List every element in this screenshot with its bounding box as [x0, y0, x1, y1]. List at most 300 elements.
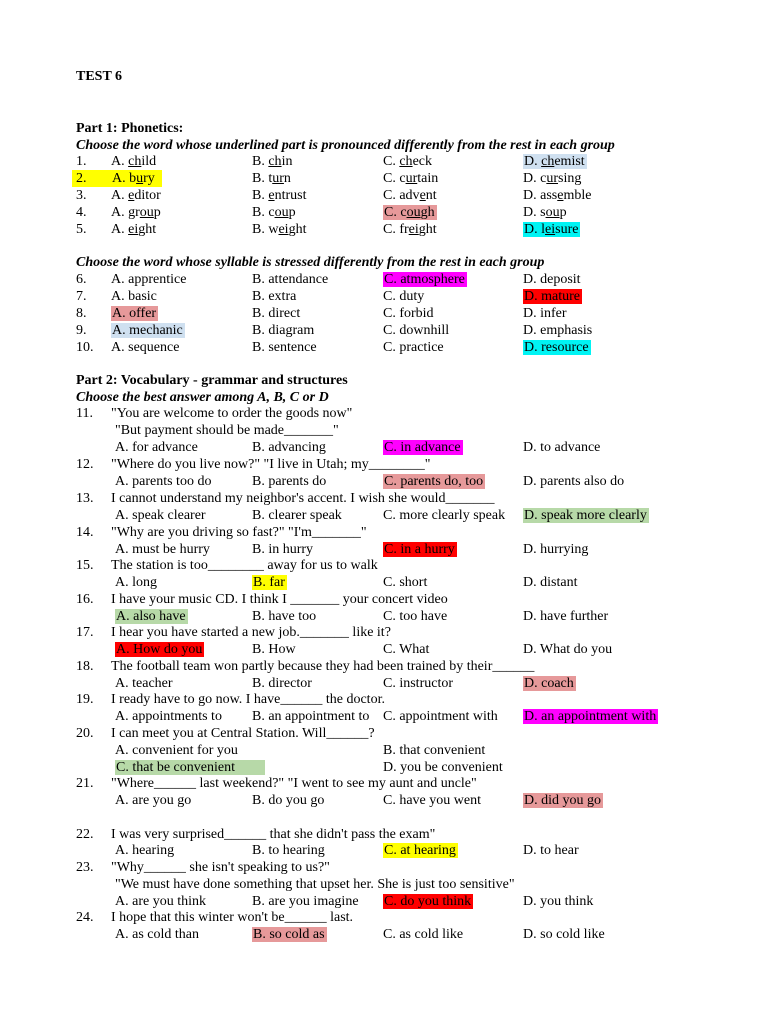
- answer-option[interactable]: [523, 187, 591, 204]
- option-text: A.: [115, 927, 133, 942]
- option-text: deposit: [540, 272, 581, 287]
- option-text: C.: [383, 222, 400, 237]
- option-text: are you imagine: [268, 894, 359, 909]
- answer-option[interactable]: [115, 574, 157, 591]
- option-text: b: [129, 171, 137, 186]
- option-text: sing: [558, 171, 582, 186]
- option-text: A.: [115, 843, 133, 858]
- question-row: [0, 187, 768, 204]
- option-text: direct: [268, 306, 301, 321]
- option-text: practice: [399, 340, 444, 355]
- question-text: I hope that this winter won't be______ last.: [111, 910, 354, 925]
- answer-option[interactable]: [252, 574, 287, 591]
- answer-option[interactable]: [115, 893, 206, 910]
- answer-option[interactable]: [383, 608, 447, 625]
- answer-option[interactable]: [523, 288, 582, 305]
- question-number: 5.: [76, 222, 87, 237]
- answer-option[interactable]: [523, 153, 587, 170]
- option-text: D.: [524, 154, 542, 169]
- question-row: [0, 658, 768, 675]
- option-text: C.: [116, 760, 133, 775]
- question-row: [0, 322, 768, 339]
- option-text: A.: [116, 642, 134, 657]
- answer-option[interactable]: [252, 305, 300, 322]
- option-text: D.: [523, 575, 541, 590]
- answer-option[interactable]: [115, 708, 222, 725]
- option-text: t: [268, 171, 273, 186]
- answer-row: [0, 675, 768, 692]
- question-number: 13.: [76, 491, 94, 506]
- option-text: B.: [252, 306, 269, 321]
- option-text: have further: [540, 609, 609, 624]
- answer-option[interactable]: [252, 641, 296, 658]
- answer-option[interactable]: [523, 926, 605, 943]
- option-text: D.: [523, 894, 541, 909]
- answer-option[interactable]: [383, 893, 473, 910]
- option-text: to advance: [540, 440, 601, 455]
- option-text: What: [399, 642, 430, 657]
- option-text: A.: [111, 188, 129, 203]
- option-text: extra: [268, 289, 297, 304]
- highlighted-answer: [523, 340, 591, 355]
- answer-option[interactable]: [252, 541, 313, 558]
- answer-option[interactable]: [111, 322, 185, 339]
- underlined-part: ur: [272, 171, 284, 186]
- option-text: at hearing: [400, 843, 456, 858]
- answer-option[interactable]: [252, 170, 291, 187]
- highlighted-answer: [383, 542, 457, 557]
- answer-option[interactable]: [383, 153, 432, 170]
- option-text: basic: [128, 289, 157, 304]
- option-text: A.: [115, 793, 133, 808]
- answer-option[interactable]: [383, 541, 457, 558]
- answer-option[interactable]: [523, 574, 577, 591]
- option-text: B.: [252, 676, 269, 691]
- option-text: A.: [115, 894, 133, 909]
- answer-option[interactable]: [252, 221, 306, 238]
- option-text: B.: [252, 508, 269, 523]
- question-number: 14.: [76, 525, 94, 540]
- answer-option[interactable]: [383, 507, 505, 524]
- answer-option[interactable]: [115, 792, 191, 809]
- answer-option[interactable]: [111, 288, 157, 305]
- option-text: have too: [268, 609, 317, 624]
- highlighted-answer: [115, 609, 188, 624]
- answer-row: [0, 742, 768, 759]
- option-text: B.: [252, 272, 269, 287]
- option-text: B.: [252, 289, 269, 304]
- option-text: an appointment with: [541, 709, 657, 724]
- option-text: appointments to: [132, 709, 222, 724]
- option-text: B.: [252, 542, 269, 557]
- option-text: A.: [115, 542, 133, 557]
- highlighted-answer: [111, 171, 157, 186]
- option-text: c: [268, 205, 275, 220]
- answer-option[interactable]: [111, 305, 158, 322]
- answer-option[interactable]: [523, 322, 592, 339]
- question-number: 1.: [76, 154, 87, 169]
- answer-row: [0, 926, 768, 943]
- option-text: parents do: [268, 474, 327, 489]
- question-row: [0, 405, 768, 422]
- answer-option[interactable]: [523, 305, 567, 322]
- option-text: D.: [523, 171, 541, 186]
- option-text: B.: [252, 340, 269, 355]
- underlined-part: ou: [274, 205, 289, 220]
- option-text: coach: [541, 676, 574, 691]
- answer-option[interactable]: [523, 641, 612, 658]
- answer-option[interactable]: [523, 204, 567, 221]
- answer-option[interactable]: [115, 675, 173, 692]
- underlined-part: ei: [278, 222, 289, 237]
- option-text: D.: [524, 340, 542, 355]
- highlighted-answer: [252, 927, 327, 942]
- question-row: [0, 305, 768, 322]
- highlighted-answer: [383, 843, 458, 858]
- answer-option[interactable]: [383, 641, 429, 658]
- option-text: clearer speak: [268, 508, 342, 523]
- answer-option[interactable]: [252, 153, 292, 170]
- option-text: C.: [384, 440, 401, 455]
- question-row: [0, 339, 768, 356]
- option-text: eck: [412, 154, 432, 169]
- question-row: [0, 271, 768, 288]
- answer-option[interactable]: [115, 608, 188, 625]
- option-text: are you think: [132, 894, 206, 909]
- answer-option[interactable]: [383, 271, 467, 288]
- option-text: c: [399, 171, 406, 186]
- answer-option[interactable]: [111, 339, 179, 356]
- answer-option[interactable]: [383, 842, 458, 859]
- option-text: short: [399, 575, 428, 590]
- option-text: C.: [384, 205, 401, 220]
- option-text: A.: [115, 474, 133, 489]
- option-text: A.: [111, 289, 129, 304]
- option-text: C.: [383, 508, 400, 523]
- option-text: that convenient: [399, 743, 486, 758]
- question-number: 12.: [76, 457, 94, 472]
- option-text: ditor: [134, 188, 161, 203]
- option-text: C.: [384, 474, 401, 489]
- highlighted-answer: [523, 793, 603, 808]
- option-text: advancing: [268, 440, 326, 455]
- option-text: C.: [383, 709, 400, 724]
- underlined-part: ch: [541, 154, 555, 169]
- answer-option[interactable]: [383, 792, 481, 809]
- option-text: gh: [420, 205, 435, 220]
- answer-option[interactable]: [115, 473, 211, 490]
- option-text: C.: [383, 609, 400, 624]
- answer-option[interactable]: [111, 204, 161, 221]
- option-text: D.: [523, 440, 541, 455]
- highlighted-answer: [111, 306, 158, 321]
- answer-row: [0, 574, 768, 591]
- question-number: 16.: [76, 592, 94, 607]
- answer-option[interactable]: [115, 759, 265, 776]
- answer-option[interactable]: [383, 742, 485, 759]
- option-text: C.: [383, 793, 400, 808]
- option-text: D.: [523, 642, 540, 657]
- answer-option[interactable]: [383, 322, 449, 339]
- option-text: A.: [116, 609, 134, 624]
- option-text: D.: [524, 508, 542, 523]
- answer-option[interactable]: [115, 541, 210, 558]
- question-number: 19.: [76, 692, 94, 707]
- option-text: p: [559, 205, 567, 220]
- answer-option[interactable]: [523, 842, 579, 859]
- highlighted-answer: [252, 575, 287, 590]
- question-text: I have your music CD. I think I _______ your concert video: [111, 592, 448, 607]
- underlined-part: ur: [405, 171, 418, 186]
- option-text: too have: [399, 609, 448, 624]
- answer-option[interactable]: [383, 759, 503, 776]
- answer-option[interactable]: [383, 439, 463, 456]
- option-text: B.: [252, 474, 269, 489]
- option-text: C.: [383, 642, 400, 657]
- answer-option[interactable]: [252, 842, 325, 859]
- option-text: A.: [111, 222, 129, 237]
- question-text: "You are welcome to order the goods now": [111, 406, 353, 421]
- option-text: How: [268, 642, 296, 657]
- answer-option[interactable]: [252, 675, 312, 692]
- answer-option[interactable]: [523, 221, 580, 238]
- question-row: [0, 221, 768, 238]
- question-row: [0, 691, 768, 708]
- option-text: B.: [252, 709, 269, 724]
- option-text: offer: [129, 306, 157, 321]
- option-text: C.: [383, 289, 400, 304]
- answer-option[interactable]: [115, 439, 198, 456]
- answer-option[interactable]: [111, 187, 161, 204]
- answer-option[interactable]: [383, 926, 463, 943]
- option-text: in a hurry: [400, 542, 455, 557]
- answer-option[interactable]: [523, 792, 603, 809]
- question-row: [0, 624, 768, 641]
- highlighted-answer: [115, 760, 265, 775]
- answer-option[interactable]: [111, 170, 157, 187]
- option-text: mature: [541, 289, 580, 304]
- underlined-part: e: [128, 188, 135, 203]
- answer-option[interactable]: [252, 473, 326, 490]
- question-text: I cannot understand my neighbor's accent. I wish she would_______: [111, 491, 495, 506]
- underlined-part: ou: [406, 205, 421, 220]
- highlighted-answer: [523, 289, 582, 304]
- option-text: to hear: [540, 843, 579, 858]
- option-text: A.: [111, 205, 129, 220]
- answer-option[interactable]: [383, 473, 485, 490]
- answer-option[interactable]: [523, 893, 593, 910]
- answer-option[interactable]: [252, 893, 359, 910]
- question-row: [0, 859, 768, 876]
- option-text: A.: [111, 340, 129, 355]
- option-text: B.: [252, 171, 269, 186]
- option-text: B.: [252, 843, 269, 858]
- option-text: A.: [112, 306, 130, 321]
- option-text: B.: [252, 793, 269, 808]
- highlighted-answer: [383, 474, 485, 489]
- answer-option[interactable]: [115, 507, 206, 524]
- answer-option[interactable]: [523, 271, 581, 288]
- underlined-part: ch: [128, 154, 142, 169]
- option-text: sequence: [128, 340, 180, 355]
- option-text: B.: [252, 323, 269, 338]
- answer-option[interactable]: [383, 187, 437, 204]
- answer-option[interactable]: [383, 339, 444, 356]
- answer-option[interactable]: [252, 288, 296, 305]
- answer-option[interactable]: [383, 221, 437, 238]
- question-number: 20.: [76, 726, 94, 741]
- answer-option[interactable]: [383, 574, 427, 591]
- option-text: D.: [523, 609, 541, 624]
- answer-option[interactable]: [523, 608, 608, 625]
- option-text: ry: [143, 171, 155, 186]
- answer-option[interactable]: [523, 473, 624, 490]
- answer-option[interactable]: [252, 271, 328, 288]
- answer-option[interactable]: [115, 641, 204, 658]
- answer-option[interactable]: [383, 305, 434, 322]
- option-text: B.: [252, 642, 269, 657]
- answer-option[interactable]: [111, 271, 186, 288]
- question-number: 2.: [76, 171, 87, 186]
- option-text: also have: [133, 609, 186, 624]
- option-text: C.: [383, 188, 400, 203]
- answer-row: [0, 842, 768, 859]
- answer-option[interactable]: [252, 926, 327, 943]
- question-text: "Why______ she isn't speaking to us?": [111, 860, 330, 875]
- answer-option[interactable]: [523, 675, 576, 692]
- option-text: C.: [384, 843, 401, 858]
- option-text: parents do, too: [400, 474, 484, 489]
- part1-instruction-b: Choose the word whose syllable is stressed differently from the rest in each group: [76, 255, 545, 270]
- answer-option[interactable]: [523, 507, 649, 524]
- answer-option[interactable]: [252, 204, 296, 221]
- question-text: I ready have to go now. I have______ the doctor.: [111, 692, 385, 707]
- part2-instruction: Choose the best answer among A, B, C or D: [76, 390, 329, 405]
- option-text: C.: [383, 575, 400, 590]
- option-text: D.: [523, 205, 541, 220]
- question-row: [0, 288, 768, 305]
- answer-option[interactable]: [252, 322, 314, 339]
- option-text: D.: [524, 709, 542, 724]
- answer-option[interactable]: [252, 439, 326, 456]
- option-text: D.: [523, 306, 541, 321]
- option-text: What do you: [539, 642, 613, 657]
- underlined-part: ou: [545, 205, 560, 220]
- answer-option[interactable]: [523, 541, 588, 558]
- option-text: parents also do: [540, 474, 625, 489]
- question-text: "Where______ last weekend?" "I went to see my aunt and uncle": [111, 776, 477, 791]
- answer-option[interactable]: [252, 708, 369, 725]
- option-text: so cold as: [269, 927, 325, 942]
- highlighted-answer: [383, 894, 473, 909]
- answer-option[interactable]: [252, 187, 306, 204]
- option-text: duty: [399, 289, 425, 304]
- option-text: in: [281, 154, 293, 169]
- option-text: A.: [115, 709, 133, 724]
- question-text: I was very surprised______ that she didn't pass the exam": [111, 827, 436, 842]
- option-text: infer: [540, 306, 567, 321]
- answer-option[interactable]: [252, 608, 316, 625]
- question-number: 8.: [76, 306, 87, 321]
- option-text: do you think: [400, 894, 472, 909]
- answer-option[interactable]: [115, 742, 238, 759]
- answer-option[interactable]: [523, 439, 600, 456]
- question-text: "Why are you driving so fast?" "I'm_______": [111, 525, 367, 540]
- option-text: A.: [112, 323, 130, 338]
- question-row: [0, 524, 768, 541]
- question-row: [0, 591, 768, 608]
- option-text: speak more clearly: [541, 508, 647, 523]
- option-text: B.: [383, 743, 400, 758]
- highlighted-answer: [523, 709, 658, 724]
- option-text: A.: [115, 743, 133, 758]
- answer-option[interactable]: [383, 204, 437, 221]
- option-text: D.: [523, 843, 541, 858]
- option-text: far: [269, 575, 285, 590]
- answer-option[interactable]: [383, 170, 438, 187]
- question-number: 9.: [76, 323, 87, 338]
- answer-option[interactable]: [523, 170, 581, 187]
- option-text: C.: [383, 927, 400, 942]
- option-text: adv: [399, 188, 420, 203]
- part2-heading: Part 2: Vocabulary - grammar and structures: [76, 373, 348, 388]
- answer-option[interactable]: [523, 708, 658, 725]
- question-row: [0, 422, 768, 439]
- option-text: as cold like: [399, 927, 464, 942]
- question-row: [0, 153, 768, 170]
- highlighted-answer: [115, 642, 204, 657]
- highlighted-answer: [523, 222, 580, 237]
- option-text: ass: [540, 188, 558, 203]
- answer-option[interactable]: [383, 675, 453, 692]
- option-text: D.: [523, 188, 541, 203]
- answer-row: [0, 759, 768, 776]
- underlined-part: u: [136, 171, 144, 186]
- option-text: must be hurry: [132, 542, 210, 557]
- answer-option[interactable]: [252, 339, 317, 356]
- option-text: C.: [384, 894, 401, 909]
- option-text: ght: [288, 222, 307, 237]
- option-text: C.: [384, 272, 401, 287]
- option-text: D.: [524, 222, 542, 237]
- answer-option[interactable]: [115, 842, 174, 859]
- question-number: 17.: [76, 625, 94, 640]
- option-text: B.: [252, 154, 269, 169]
- answer-option[interactable]: [115, 926, 199, 943]
- question-number: 15.: [76, 558, 94, 573]
- answer-option[interactable]: [111, 221, 156, 238]
- answer-option[interactable]: [111, 153, 156, 170]
- option-text: ght: [138, 222, 157, 237]
- option-text: c: [540, 171, 547, 186]
- option-text: attendance: [268, 272, 329, 287]
- answer-row: [0, 641, 768, 658]
- underlined-part: ch: [268, 154, 282, 169]
- option-text: B.: [253, 927, 270, 942]
- option-text: tain: [417, 171, 439, 186]
- question-row: [0, 876, 768, 893]
- highlighted-answer: [383, 205, 437, 220]
- option-text: C.: [383, 171, 400, 186]
- answer-option[interactable]: [523, 339, 591, 356]
- answer-option[interactable]: [252, 507, 342, 524]
- option-text: convenient for you: [132, 743, 238, 758]
- answer-option[interactable]: [252, 792, 324, 809]
- answer-option[interactable]: [383, 708, 498, 725]
- option-text: A.: [115, 575, 133, 590]
- option-text: A.: [115, 676, 133, 691]
- answer-option[interactable]: [383, 288, 424, 305]
